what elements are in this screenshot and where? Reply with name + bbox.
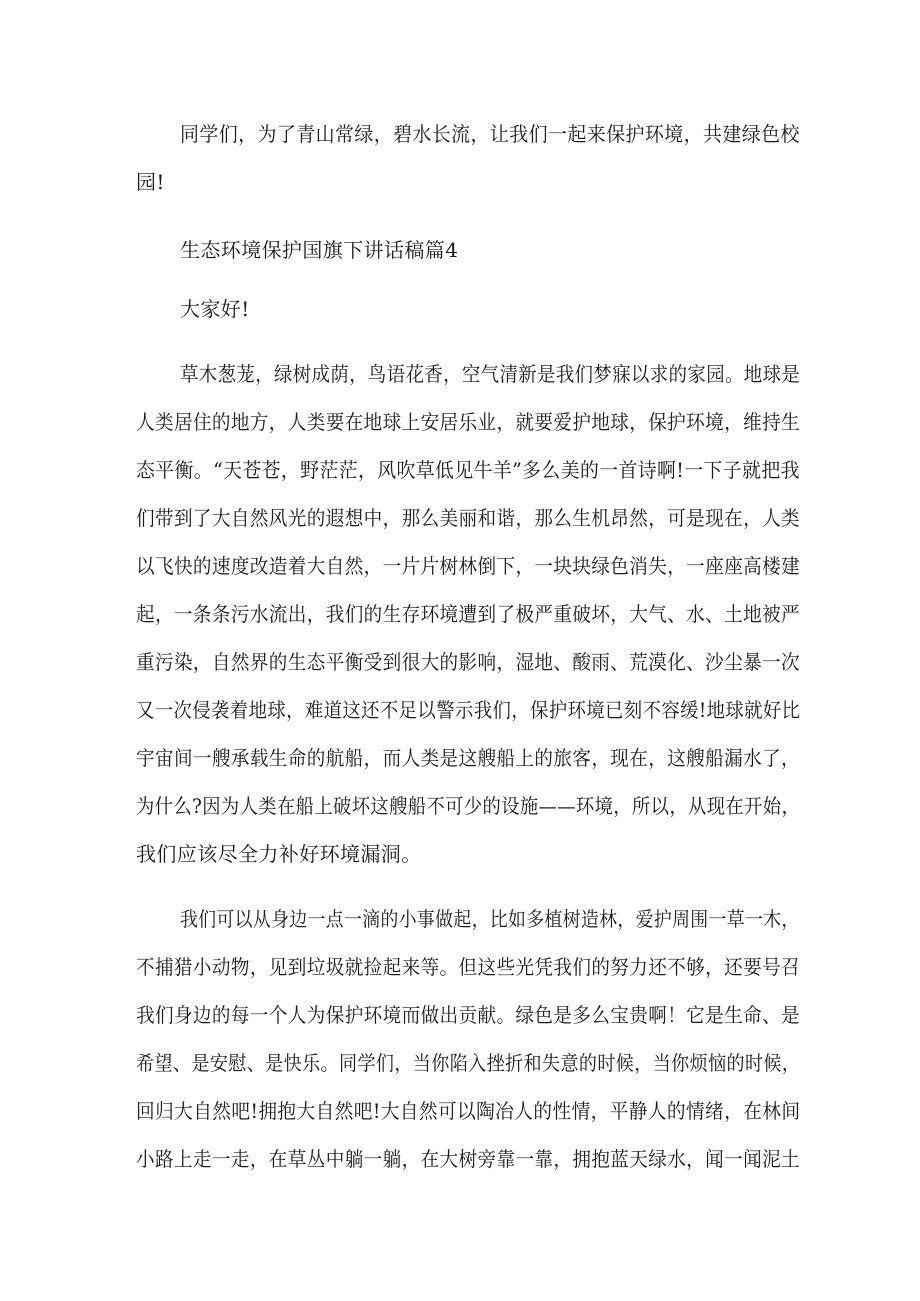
paragraph-3-line-5: 回归大自然吧!拥抱大自然吧!大自然可以陶冶人的性情，平静人的情绪，在林间	[136, 1099, 801, 1123]
section-title: 生态环境保护国旗下讲话稿篇4	[180, 238, 459, 262]
paragraph-2-line-10: 为什么?因为人类在船上破坏这艘船不可少的设施——环境，所以，从现在开始，	[136, 794, 801, 818]
paragraph-2-line-3: 态平衡。“天苍苍，野茫茫，风吹草低见牛羊”多么美的一首诗啊!一下子就把我	[136, 458, 800, 482]
paragraph-2-line-9: 宇宙间一艘承载生命的航船，而人类是这艘船上的旅客，现在，这艘船漏水了，	[136, 746, 801, 770]
paragraph-2-line-11: 我们应该尽全力补好环境漏洞。	[136, 842, 422, 866]
paragraph-2-line-7: 重污染，自然界的生态平衡受到很大的影响，湿地、酸雨、荒漠化、沙尘暴一次	[136, 650, 801, 674]
paragraph-3-line-4: 希望、是安慰、是快乐。同学们，当你陷入挫折和失意的时候，当你烦恼的时候，	[136, 1051, 801, 1075]
paragraph-3-line-2: 不捕猎小动物，见到垃圾就捡起来等。但这些光凭我们的努力还不够，还要号召	[136, 955, 801, 979]
paragraph-1-line-1: 同学们，为了青山常绿，碧水长流，让我们一起来保护环境，共建绿色校	[180, 122, 800, 146]
paragraph-3-line-1: 我们可以从身边一点一滴的小事做起，比如多植树造林，爱护周围一草一木，	[180, 907, 800, 931]
paragraph-2-line-5: 以飞快的速度改造着大自然，一片片树林倒下，一块块绿色消失，一座座高楼建	[136, 554, 801, 578]
paragraph-2-line-4: 们带到了大自然风光的遐想中，那么美丽和谐，那么生机昂然，可是现在，人类	[136, 506, 801, 530]
greeting: 大家好!	[180, 297, 250, 321]
paragraph-2-line-6: 起，一条条污水流出，我们的生存环境遭到了极严重破坏，大气、水、土地被严	[136, 602, 801, 626]
paragraph-2-line-2: 人类居住的地方，人类要在地球上安居乐业，就要爱护地球，保护环境，维持生	[136, 410, 801, 434]
paragraph-3-line-3: 我们身边的每一个人为保护环境而做出贡献。绿色是多么宝贵啊！它是生命、是	[136, 1003, 801, 1027]
paragraph-3-line-6: 小路上走一走，在草丛中躺一躺，在大树旁靠一靠，拥抱蓝天绿水，闻一闻泥土	[136, 1147, 801, 1171]
paragraph-2-line-8: 又一次侵袭着地球，难道这还不足以警示我们，保护环境已刻不容缓!地球就好比	[136, 698, 801, 722]
paragraph-1-line-2: 园!	[136, 170, 165, 194]
paragraph-2-line-1: 草木葱茏，绿树成荫，鸟语花香，空气清新是我们梦寐以求的家园。地球是	[180, 362, 801, 386]
